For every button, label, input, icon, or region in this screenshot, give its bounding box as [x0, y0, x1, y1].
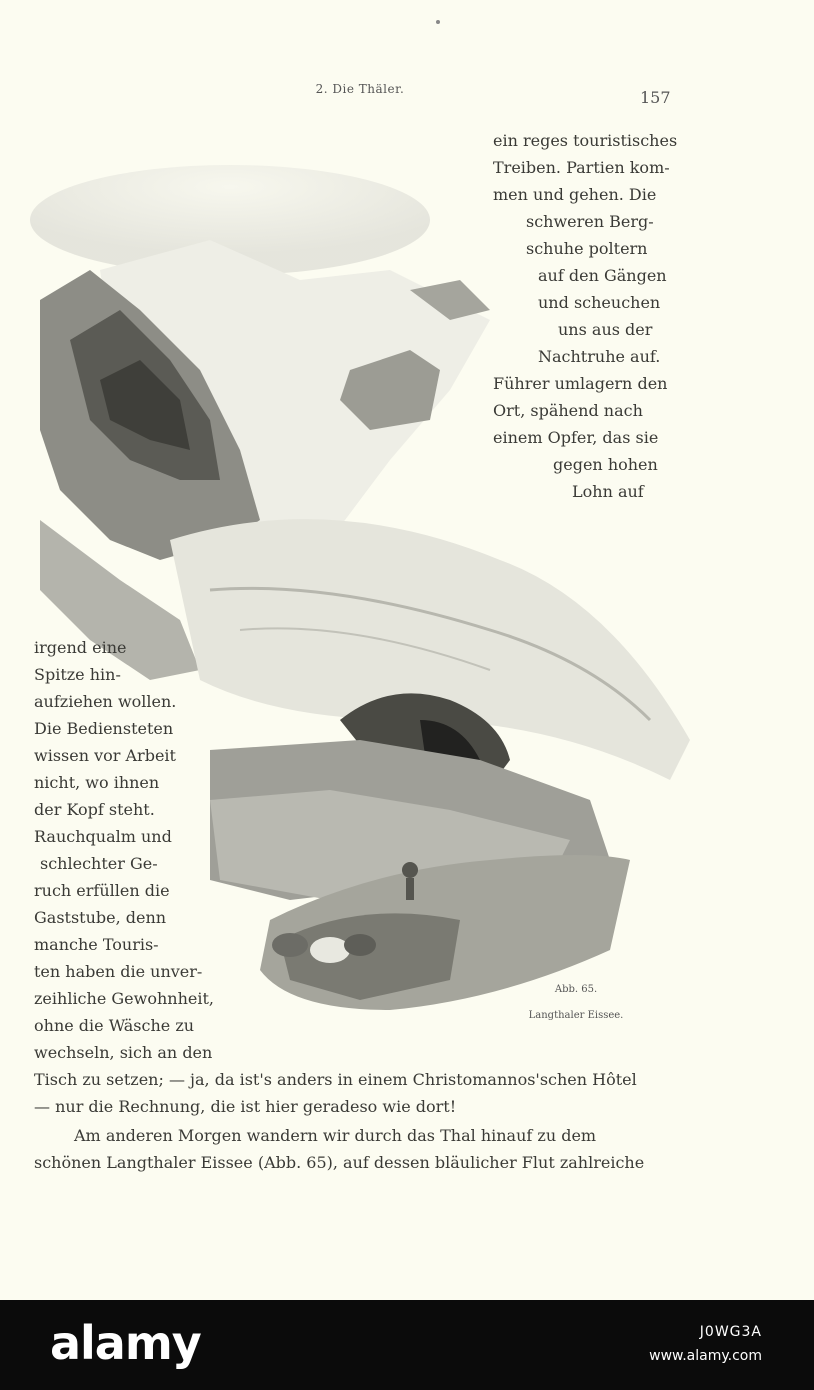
text-line: ohne die Wäsche zu	[34, 1016, 195, 1035]
text-line: wechseln, sich an den	[34, 1043, 213, 1062]
text-line: Rauchqualm und	[34, 827, 172, 846]
print-speck	[436, 20, 440, 24]
text-line: Am anderen Morgen wandern wir durch das Thal hinauf zu dem	[74, 1126, 597, 1145]
alamy-logo: alamy	[50, 1316, 201, 1370]
text-line: der Kopf steht.	[34, 800, 155, 819]
text-line: schlechter Ge-	[40, 854, 158, 873]
site-url: www.alamy.com	[649, 1348, 762, 1364]
text-line: und scheuchen	[538, 293, 661, 312]
text-line: Lohn auf	[572, 482, 644, 501]
text-line: gegen hohen	[553, 455, 658, 474]
text-line: wissen vor Arbeit	[34, 746, 176, 765]
text-line: zeihliche Gewohnheit,	[34, 989, 214, 1008]
text-line: nicht, wo ihnen	[34, 773, 160, 792]
text-line: Gaststube, denn	[34, 908, 167, 927]
text-line: schuhe poltern	[526, 239, 648, 258]
text-line: Die Bediensteten	[34, 719, 174, 738]
figure-label: Abb. 65.	[554, 984, 598, 995]
text-line: — nur die Rechnung, die ist hier geradeso wie dort!	[34, 1097, 457, 1116]
page-number: 157	[640, 88, 671, 107]
text-line: auf den Gängen	[538, 266, 667, 285]
text-line: ten haben die unver-	[34, 962, 203, 981]
text-line: einem Opfer, das sie	[493, 428, 659, 447]
text-line: ruch erfüllen die	[34, 881, 170, 900]
text-line: Treiben. Partien kom-	[493, 158, 670, 177]
text-line: men und gehen. Die	[493, 185, 657, 204]
text-line: schönen Langthaler Eissee (Abb. 65), auf dessen bläulicher Flut zahlreiche	[34, 1153, 645, 1172]
text-line: Führer umlagern den	[493, 374, 668, 393]
text-line: Tisch zu setzen; — ja, da ist's anders in einem Christomannos'schen Hôtel	[34, 1070, 637, 1089]
figure-caption: Langthaler Eissee.	[528, 1010, 624, 1021]
running-title: 2. Die Thäler.	[315, 82, 405, 96]
text-line: ein reges touristisches	[493, 131, 678, 150]
text-line: uns aus der	[558, 320, 653, 339]
text-line: irgend eine	[34, 638, 127, 657]
text-line: Ort, spähend nach	[493, 401, 643, 420]
text-line: Nachtruhe auf.	[538, 347, 661, 366]
text-line: schweren Berg-	[526, 212, 654, 231]
image-id: J0WG3A	[699, 1324, 762, 1340]
text-line: Spitze hin-	[34, 665, 121, 684]
text-line: manche Touris-	[34, 935, 159, 954]
text-line: aufziehen wollen.	[34, 692, 177, 711]
